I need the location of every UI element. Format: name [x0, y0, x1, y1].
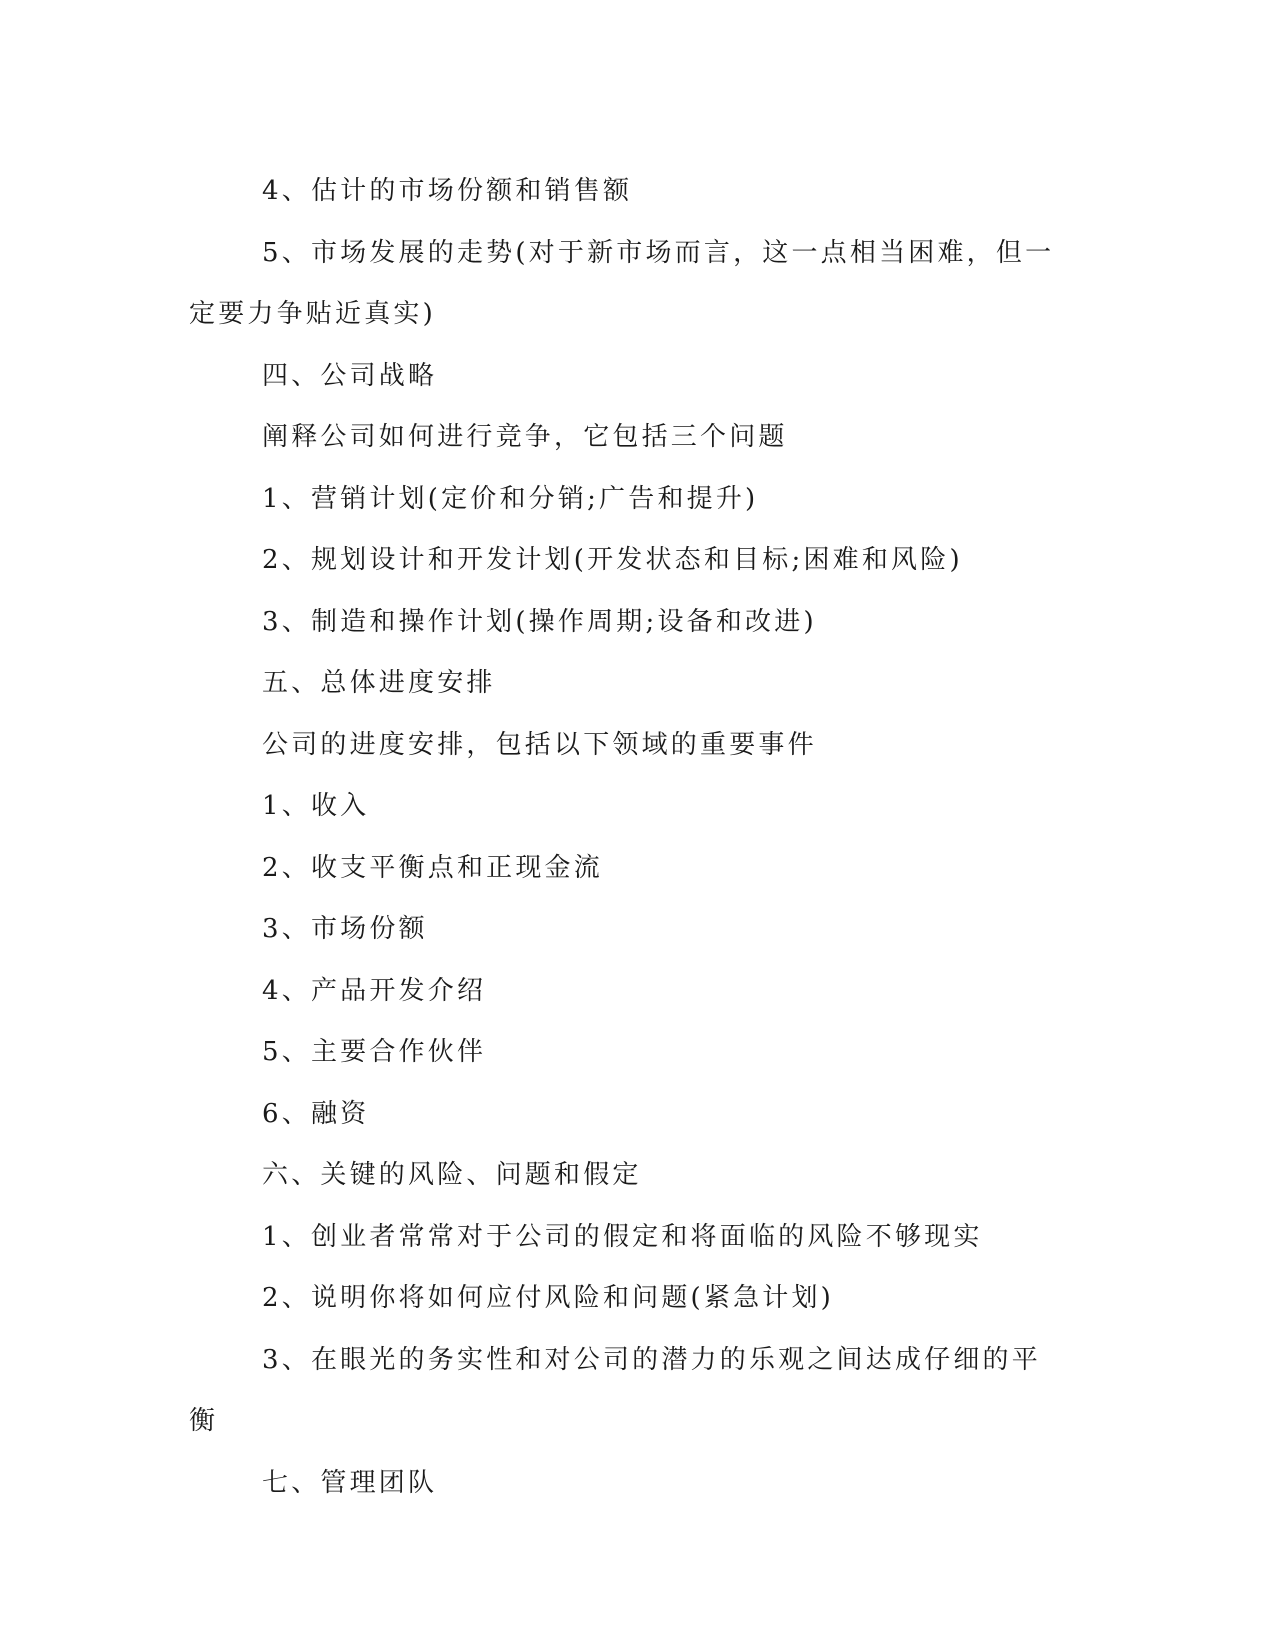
- paragraph-item-6-financing: 6、融资: [262, 1098, 370, 1129]
- section-heading-management-team: 七、管理团队: [262, 1467, 438, 1498]
- section-heading-schedule: 五、总体进度安排: [262, 668, 496, 698]
- paragraph-item-3-balance: 3、在眼光的务实性和对公司的潜力的乐观之间达成仔细的平衡: [189, 1344, 1041, 1436]
- paragraph-item-2-contingency: 2、说明你将如何应付风险和问题(紧急计划): [262, 1283, 835, 1313]
- paragraph-item-2-breakeven: 2、收支平衡点和正现金流: [262, 852, 603, 883]
- paragraph-item-3-market-share: 3、市场份额: [262, 914, 428, 944]
- paragraph-item-2-design-plan: 2、规划设计和开发计划(开发状态和目标;困难和风险): [262, 545, 963, 575]
- section-heading-risks: 六、关键的风险、问题和假定: [262, 1160, 642, 1190]
- paragraph-schedule-intro: 公司的进度安排，包括以下领域的重要事件: [262, 729, 817, 760]
- paragraph-item-5-partners: 5、主要合作伙伴: [262, 1037, 487, 1067]
- paragraph-item-4-product-launch: 4、产品开发介绍: [262, 975, 487, 1006]
- section-heading-company-strategy: 四、公司战略: [262, 360, 438, 391]
- paragraph-strategy-intro: 阐释公司如何进行竞争，它包括三个问题: [262, 422, 788, 452]
- document-body: [189, 161, 1069, 1514]
- paragraph-item-1-marketing-plan: 1、营销计划(定价和分销;广告和提升): [262, 483, 759, 514]
- paragraph-item-1-revenue: 1、收入: [262, 791, 370, 821]
- paragraph-item-3-manufacturing-plan: 3、制造和操作计划(操作周期;设备和改进): [262, 606, 817, 637]
- paragraph-item-4-market-share: 4、估计的市场份额和销售额: [262, 176, 633, 206]
- paragraph-item-1-founder-assumptions: 1、创业者常常对于公司的假定和将面临的风险不够现实: [262, 1221, 983, 1252]
- paragraph-item-5-market-trend: 5、市场发展的走势(对于新市场而言，这一点相当困难，但一定要力争贴近真实): [189, 237, 1055, 329]
